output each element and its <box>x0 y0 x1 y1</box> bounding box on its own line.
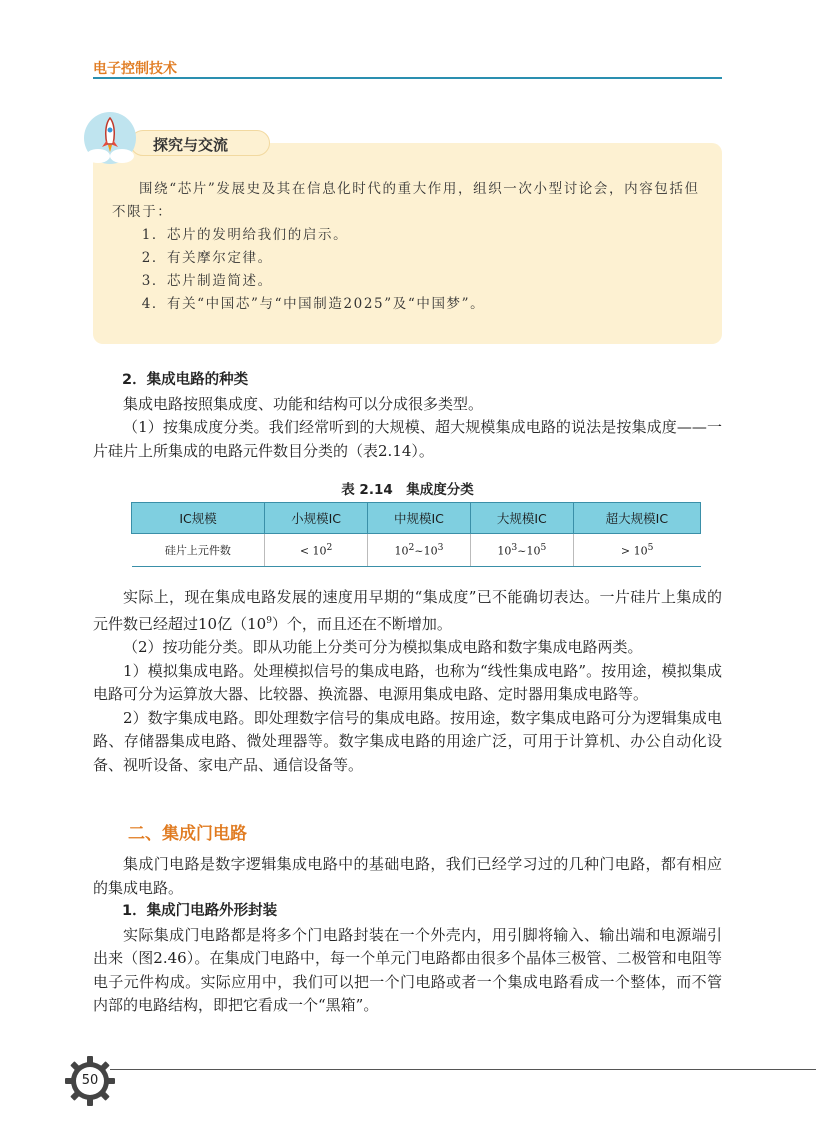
integration-table <box>131 502 701 567</box>
explore-item: 1．芯片的发明给我们的启示。 <box>141 227 349 243</box>
table-header: 中规模IC <box>368 503 471 534</box>
paragraph: 集成电路按照集成度、功能和结构可以分成很多类型。 <box>123 394 484 413</box>
explore-item: 4．有关“中国芯”与“中国制造2025”及“中国梦”。 <box>141 296 486 312</box>
paragraph: 实际上，现在集成电路发展的速度用早期的“集成度”已不能确切表达。一片硅片上集成的元件数已经超过10亿$(10^9)$个，而且还在不断增加。 <box>93 588 722 633</box>
book-title: 电子控制技术 <box>93 61 177 77</box>
table-header: 大规模IC <box>470 503 573 534</box>
paragraph: （1）按集成度分类。我们经常听到的大规模、超大规模集成电路的说法是按集成度——一片硅片上所集成的电路元件数目分类的（表2.14）。 <box>93 418 722 460</box>
table-header: IC规模 <box>132 503 265 534</box>
explore-item: 2．有关摩尔定律。 <box>141 250 273 266</box>
explore-item: 3．芯片制造简述。 <box>141 273 273 289</box>
section-title: 二、集成门电路 <box>128 824 247 844</box>
explore-text <box>112 178 702 316</box>
table-header-row <box>132 503 701 534</box>
explore-tab <box>130 130 270 156</box>
explore-intro: 围绕“芯片”发展史及其在信息化时代的重大作用，组织一次小型讨论会，内容包括但不限于： <box>112 181 700 220</box>
ic-types-section <box>93 369 722 463</box>
gate-section <box>93 853 722 1018</box>
row-label: 硅片上元件数 <box>132 534 265 567</box>
table-cell: $10^3\sim 10^5$ <box>470 534 573 567</box>
header-rule <box>93 77 722 79</box>
paragraph: 集成门电路是数字逻辑集成电路中的基础电路，我们已经学习过的几种门电路，都有相应的集成电路。 <box>93 855 722 897</box>
after-table-section <box>93 586 722 777</box>
rocket-icon <box>82 110 138 166</box>
table-caption: 表 2.14 集成度分类 <box>341 482 474 498</box>
table-header: 超大规模IC <box>573 503 700 534</box>
footer-rule <box>110 1069 816 1070</box>
paragraph: 实际集成门电路都是将多个门电路封装在一个外壳内，用引脚将输入、输出端和电源端引出来（图2.46）。在集成门电路中，每一个单元门电路都由很多个晶体三极管、二极管和电阻等电子元件构成。实际应用中，我们可以把一个门电路或者一个集成电路看成一个整体，而不管内部的电路结构，即把它看成一个“黑箱”。 <box>93 925 722 1014</box>
page-number: 50 <box>81 1073 99 1088</box>
gate-package-heading: 1．集成门电路外形封装 <box>122 903 278 919</box>
ic-types-heading: 2．集成电路的种类 <box>122 372 249 388</box>
table-cell: < $10^2$ <box>265 534 368 567</box>
table-row <box>132 534 701 567</box>
table-header: 小规模IC <box>265 503 368 534</box>
explore-tab-label: 探究与交流 <box>153 136 229 154</box>
paragraph: 2）数字集成电路。即处理数字信号的集成电路。按用途，数字集成电路可分为逻辑集成电路、存储器集成电路、微处理器等。数字集成电路的用途广泛，可用于计算机、办公自动化设备、视听设备、家电产品、通信设备等。 <box>93 708 722 774</box>
paragraph: （2）按功能分类。即从功能上分类可分为模拟集成电路和数字集成电路两类。 <box>123 638 643 656</box>
table-cell: > $10^5$ <box>573 534 700 567</box>
paragraph: 1）模拟集成电路。处理模拟信号的集成电路，也称为“线性集成电路”。按用途，模拟集成电路可分为运算放大器、比较器、换流器、电源用集成电路、定时器用集成电路等。 <box>93 661 722 703</box>
table-cell: $10^2\sim 10^3$ <box>368 534 471 567</box>
